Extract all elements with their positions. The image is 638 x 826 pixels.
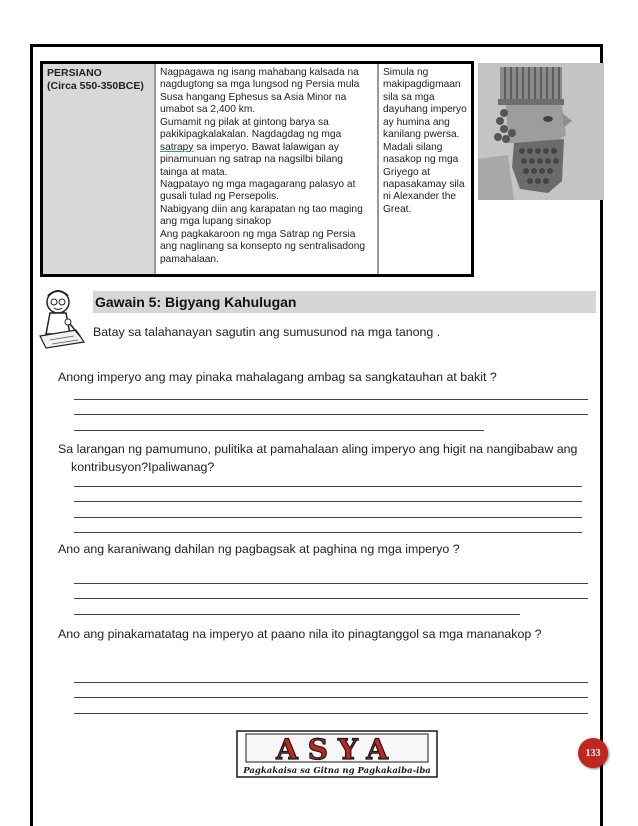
answer-line[interactable] — [74, 415, 484, 431]
answer-line[interactable] — [74, 698, 588, 714]
answer-line[interactable] — [74, 667, 588, 683]
question-text: Sa larangan ng pamumuno, pulitika at pamahalaan aling imperyo ang higit na nangibabaw ang — [58, 442, 578, 456]
empire-period: (Circa 550-350BCE) — [47, 80, 144, 93]
question-3 — [58, 541, 460, 559]
question-text: Ano ang karaniwang dahilan ng pagbagsak at paghina ng mga imperyo ? — [58, 542, 460, 556]
asya-logo — [236, 730, 438, 778]
answer-area-2[interactable] — [74, 471, 582, 533]
answer-line[interactable] — [74, 568, 588, 584]
contribution-text: Nabigyang diin ang karapatan ng tao maging ang mga lupang sinakop — [160, 203, 363, 228]
decline-text: Simula ng makipagdigmaan sila sa mga dayuhang imperyo ay humina ang kanilang pwersa. Madali silang nasakop ng mga Griyego at napasakamay sila ni Alexander the Great. — [383, 67, 467, 215]
logo-subtitle: Pagkakaisa sa Gitna ng Pagkakaiba-iba — [243, 766, 431, 776]
contributions-cell — [154, 64, 379, 274]
answer-line[interactable] — [74, 518, 582, 534]
empire-name-cell — [43, 64, 154, 274]
empire-name: PERSIANO — [47, 67, 102, 79]
persian-relief-image — [478, 63, 604, 200]
question-text: Anong imperyo ang may pinaka mahalagang ambag sa sangkatauhan at bakit ? — [58, 370, 497, 384]
student-writing-icon — [36, 286, 94, 350]
logo-title: ASYA — [276, 733, 398, 766]
question-text: Ano ang pinakamatatag na imperyo at paano nila ito pinagtanggol sa mga mananakop ? — [58, 627, 542, 641]
activity-instruction: Batay sa talahanayan sagutin ang sumusunod na mga tanong . — [93, 325, 441, 339]
answer-area-4[interactable] — [74, 667, 588, 714]
question-text-cont: kontribusyon?Ipaliwanag? — [71, 459, 215, 474]
answer-area-3[interactable] — [74, 568, 588, 615]
question-4 — [58, 626, 542, 644]
page-number-badge: 133 — [578, 738, 608, 768]
answer-line[interactable] — [74, 471, 582, 487]
decline-cell — [379, 64, 471, 274]
empire-table — [40, 61, 474, 277]
answer-line[interactable] — [74, 384, 588, 400]
answer-area-1[interactable] — [74, 384, 588, 431]
contribution-text: Nagpatayo ng mga magagarang palasyo at gusali tulad ng Persepolis. — [160, 178, 356, 203]
answer-line[interactable] — [74, 487, 582, 503]
answer-line[interactable] — [74, 502, 582, 518]
answer-line[interactable] — [74, 584, 588, 600]
contribution-text: Gumamit ng pilak at gintong barya sa pakikipagkalakalan. Nagdagdag ng mga satrapy sa imperyo. Bawat lalawigan ay pinamunuan ng satrap na nagsilbi bilang tainga at mata. — [160, 116, 343, 178]
answer-line[interactable] — [74, 599, 520, 615]
answer-line[interactable] — [74, 400, 588, 416]
contribution-text: Nagpagawa ng isang mahabang kalsada na nagdugtong sa mga lungsod ng Persia mula Susa hangang Ephesus sa Asia Minor na umabot sa 2,400 km. — [160, 67, 360, 116]
activity-title: Gawain 5: Bigyang Kahulugan — [93, 291, 596, 313]
satrapy-word: satrapy — [160, 141, 194, 153]
contribution-text: Ang pagkakaroon ng mga Satrap ng Persia ang naglinang sa konsepto ng sentralisadong pamahalaan. — [160, 228, 366, 265]
answer-line[interactable] — [74, 683, 588, 699]
